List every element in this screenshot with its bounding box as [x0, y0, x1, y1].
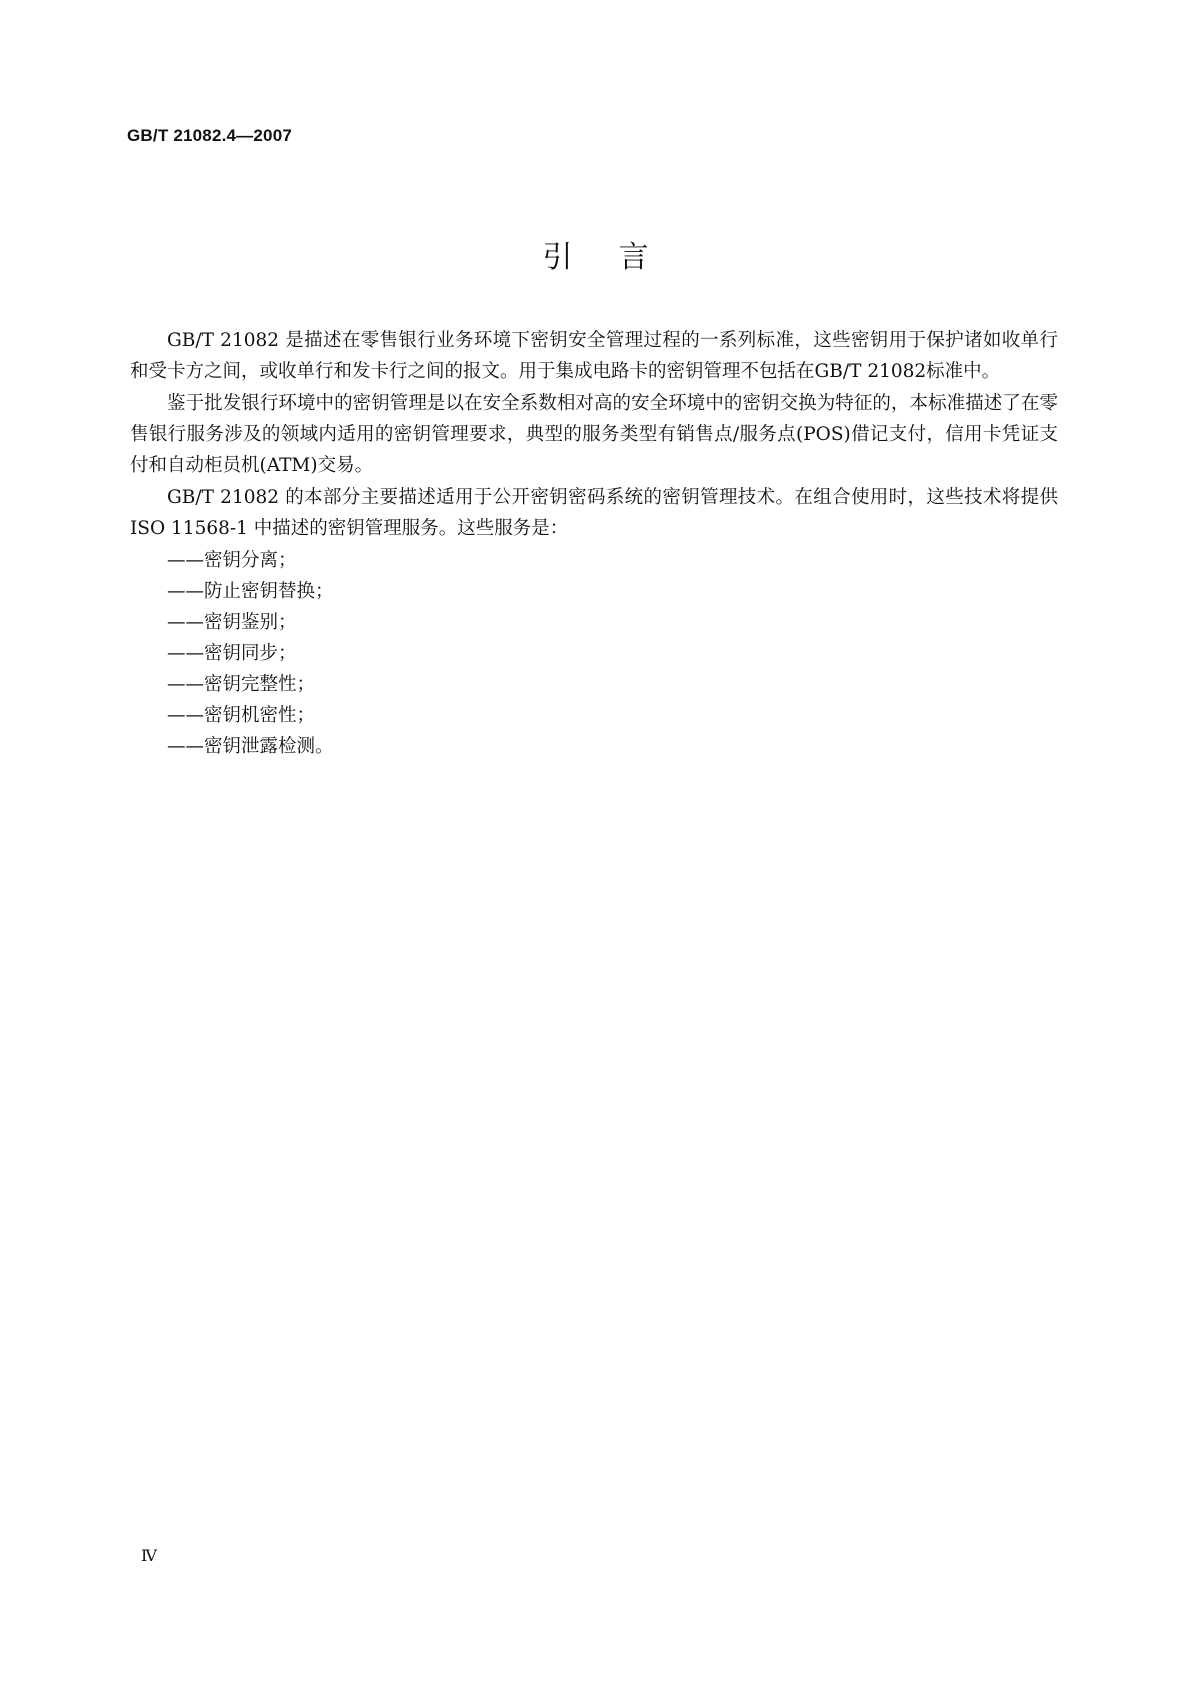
list-item: ——密钥完整性；	[167, 674, 316, 695]
intro-paragraph-3: GB/T 21082 的本部分主要描述适用于公开密钥密码系统的密钥管理技术。在组合使用时，这些技术将提供 ISO 11568-1 中描述的密钥管理服务。这些服务是：	[130, 487, 1058, 539]
introduction-body	[130, 325, 1058, 762]
intro-paragraph-1: GB/T 21082 是描述在零售银行业务环境下密钥安全管理过程的一系列标准，这些密钥用于保护诸如收单行和受卡方之间，或收单行和发卡行之间的报文。用于集成电路卡的密钥管理不包括在GB/T 21082标准中。	[130, 330, 1058, 382]
list-item: ——密钥机密性；	[167, 705, 316, 726]
list-item: ——防止密钥替换；	[167, 581, 334, 602]
list-item: ——密钥同步；	[167, 643, 297, 664]
intro-paragraph-2: 鉴于批发银行环境中的密钥管理是以在安全系数相对高的安全环境中的密钥交换为特征的，本标准描述了在零售银行服务涉及的领域内适用的密钥管理要求，典型的服务类型有销售点/服务点(POS)借记支付，信用卡凭证支付和自动柜员机(ATM)交易。	[130, 393, 1058, 476]
page-number: Ⅳ	[141, 1546, 157, 1565]
key-management-services-list	[130, 545, 1058, 762]
section-title: 引言	[542, 240, 695, 275]
list-item: ——密钥鉴别；	[167, 612, 297, 633]
list-item: ——密钥分离；	[167, 550, 297, 571]
list-item: ——密钥泄露检测。	[167, 736, 334, 757]
document-code: GB/T 21082.4—2007	[127, 126, 292, 145]
